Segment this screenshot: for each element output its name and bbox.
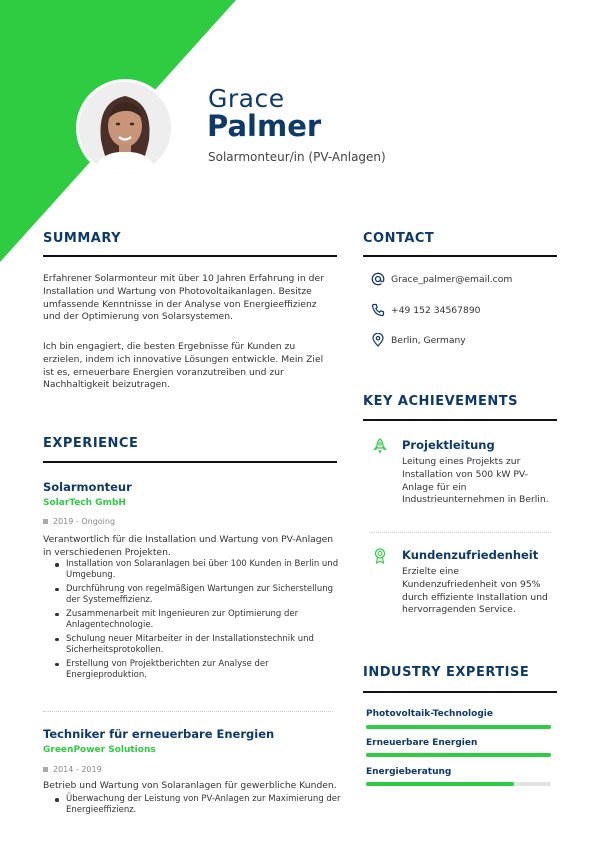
portrait-photo [79,82,171,174]
achievement-title: Projektleitung [402,438,495,452]
contact-heading: CONTACT [363,231,435,246]
job-bullet-list [52,559,342,684]
list-item: Zusammenarbeit mit Ingenieuren zur Optimierung der Anlagentechnologie. [52,609,342,631]
job-divider [43,711,333,712]
achievement-description: Erzielte eine Kundenzufriedenheit von 95% durch effiziente Installation und hervorragenden Service. [402,566,548,616]
achievement-title: Kundenzufriedenheit [402,548,539,562]
expertise-heading: INDUSTRY EXPERTISE [363,665,530,680]
skill-bar [366,725,551,729]
summary-paragraph-1: Erfahrener Solarmonteur mit über 10 Jahren Erfahrung in der Installation und Wartung von Photovoltaikanlagen. Besitze umfassende Kenntnisse in der Analyse von Energieeffizienz und der Optimierung von Solarsystemen. [43,273,324,323]
summary-paragraph-2: Ich bin engagiert, die besten Ergebnisse für Kunden zu erzielen, indem ich innovative Lösungen entwickle. Mein Ziel ist es, erneuerbare Energien voranzutreiben und zur Nachhaltigkeit beizutragen. [43,341,324,391]
expertise-rule [363,691,557,693]
skill-bar-fill [366,782,514,786]
job-role: Techniker für erneuerbare Energien [43,727,275,741]
experience-rule [43,461,337,463]
job-company: SolarTech GmbH [43,498,126,508]
skill-bar [366,782,551,786]
job-bullet-list [52,794,342,819]
skill-label: Photovoltaik-Technologie [366,709,493,719]
achievement-divider [371,532,551,533]
job-dates: 2019 - Ongoing [43,517,115,526]
achievements-rule [363,419,557,421]
calendar-square-icon [43,519,48,524]
skill-bar-fill [366,725,551,729]
list-item: Überwachung der Leistung von PV-Anlagen zur Maximierung der Energieeffizienz. [52,794,342,816]
list-item: Durchführung von regelmäßigen Wartungen zur Sicherstellung der Systemeffizienz. [52,584,342,606]
contact-rule [363,255,557,257]
avatar [76,79,174,177]
job-title: Solarmonteur/in (PV-Anlagen) [208,150,386,164]
achievement-description: Leitung eines Projekts zur Installation von 500 kW PV-Anlage für ein Industrieunternehmen in Berlin. [402,456,549,506]
calendar-square-icon [43,767,48,772]
list-item: Erstellung von Projektberichten zur Analyse der Energieproduktion. [52,659,342,681]
last-name: Palmer [207,109,322,143]
award-medal-icon [373,548,387,564]
job-dates: 2014 - 2019 [43,765,102,774]
skill-label: Erneuerbare Energien [366,738,478,748]
first-name: Grace [208,84,285,113]
list-item: Installation von Solaranlagen bei über 100 Kunden in Berlin und Umgebung. [52,559,342,581]
skill-label: Energieberatung [366,767,452,777]
job-role: Solarmonteur [43,480,132,494]
summary-heading: SUMMARY [43,231,122,246]
at-icon [371,272,385,286]
skill-bar-fill [366,753,551,757]
job-company: GreenPower Solutions [43,745,156,755]
experience-heading: EXPERIENCE [43,436,139,451]
summary-rule [43,255,337,257]
phone-icon [371,303,385,317]
rocket-icon [373,438,387,454]
achievements-heading: KEY ACHIEVEMENTS [363,394,518,409]
job-description: Verantwortlich für die Installation und Wartung von PV-Anlagen in verschiedenen Projekten. [43,534,334,558]
location-pin-icon [371,333,385,347]
skill-bar [366,753,551,757]
job-description: Betrieb und Wartung von Solaranlagen für gewerbliche Kunden. [43,780,337,791]
list-item: Schulung neuer Mitarbeiter in der Installationstechnik und Sicherheitsprotokollen. [52,634,342,656]
